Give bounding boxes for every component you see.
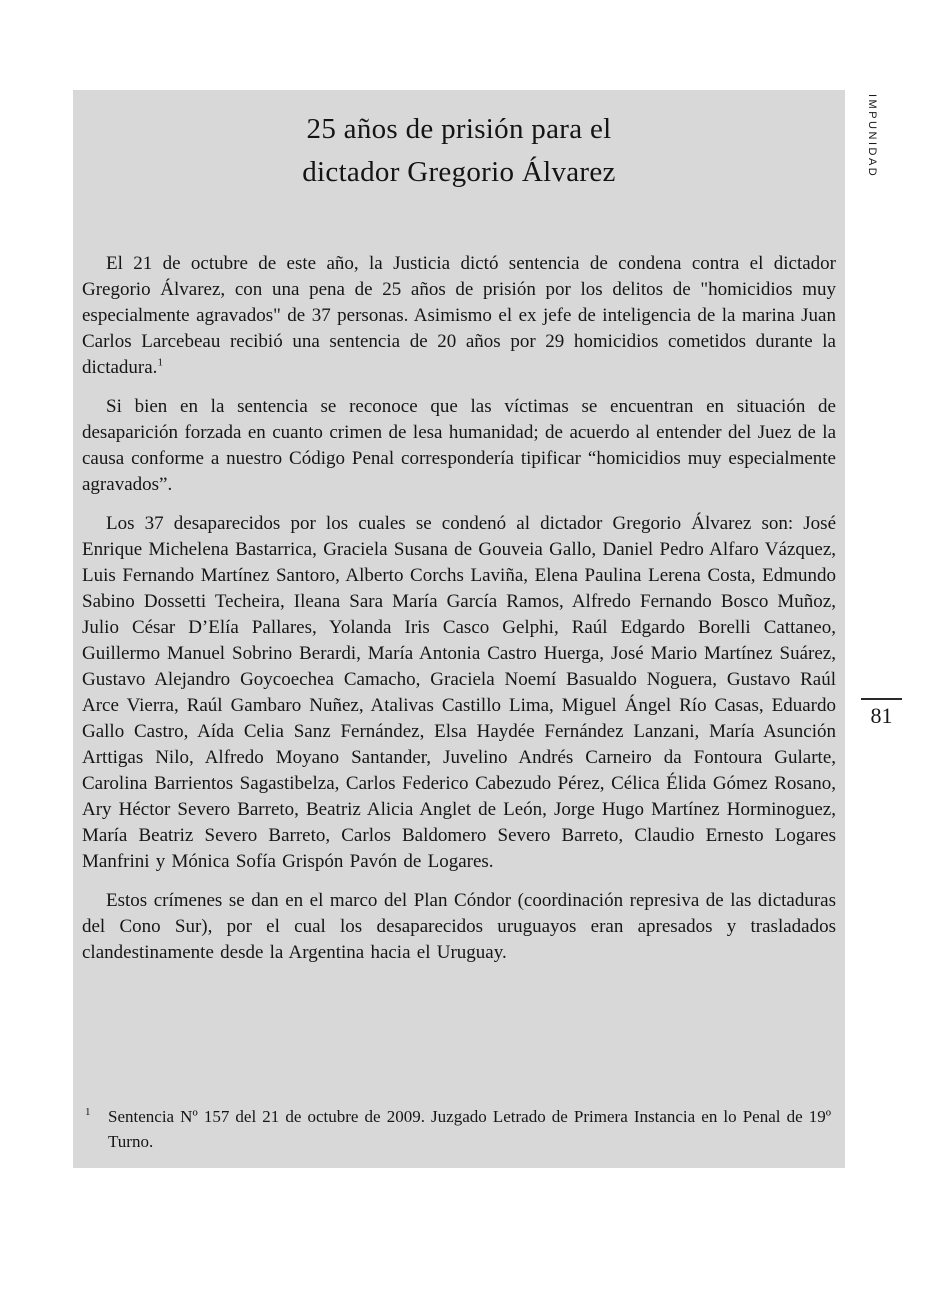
page-number: 81 <box>870 703 893 728</box>
paragraph-plan-condor-text: Estos crímenes se dan en el marco del Plan Cóndor (coordinación represiva de las dictaduras del Cono Sur), por el cual los desaparecidos uruguayos eran apresados y trasladados clandestinamente desde la Argentina hacia el Uruguay. <box>82 890 836 963</box>
article-body <box>82 251 836 966</box>
page-number-block <box>861 698 902 729</box>
paragraph-plan-condor <box>82 888 836 966</box>
footnote <box>85 1104 831 1154</box>
paragraph-qualification-text: Si bien en la sentencia se reconoce que las víctimas se encuentran en situación de desaparición forzada en cuanto crimen de lesa humanidad; de acuerdo al entender del Juez de la causa conforme a nuestro Código Penal correspondería tipificar “homicidios muy especialmente agravados”. <box>82 396 836 495</box>
paragraph-victims-list <box>82 511 836 875</box>
footnote-reference: 1 <box>157 356 163 369</box>
paragraph-victims-list-text: Los 37 desaparecidos por los cuales se condenó al dictador Gregorio Álvarez son: José Enrique Michelena Bastarrica, Graciela Susana de Gouveia Gallo, Daniel Pedro Alfaro Vázquez, Luis Fernando Martínez Santoro, Alberto Corchs Laviña, Elena Paulina Lerena Costa, Edmundo Sabino Dossetti Techeira, Ileana Sara María García Ramos, Alfredo Fernando Bosco Muñoz, Julio César D’Elía Pallares, Yolanda Iris Casco Gelphi, Raúl Edgardo Borelli Cattaneo, Guillermo Manuel Sobrino Berardi, María Antonia Castro Huerga, José Mario Martínez Suárez, Gustavo Alejandro Goycoechea Camacho, Graciela Noemí Basualdo Noguera, Gustavo Raúl Arce Vierra, Raúl Gambaro Nuñez, Atalivas Castillo Lima, Miguel Ángel Río Casas, Eduardo Gallo Castro, Aída Celia Sanz Fernández, Elsa Haydée Fernández Lanzani, María Asunción Arttigas Nilo, Alfredo Moyano Santander, Juvelino Andrés Carneiro da Fontoura Gularte, Carolina Barrientos Sagastibelza, Carlos Federico Cabezudo Pérez, Célica Élida Gómez Rosano, Ary Héctor Severo Barreto, Beatriz Alicia Anglet de León, Jorge Hugo Martínez Horminoguez, María Beatriz Severo Barreto, Carlos Baldomero Severo Barreto, Claudio Ernesto Logares Manfrini y Mónica Sofía Grispón Pavón de Logares. <box>82 513 836 872</box>
article-title-line1: 25 años de prisión para el <box>306 113 612 145</box>
article-title <box>82 108 836 194</box>
footnote-text: Sentencia Nº 157 del 21 de octubre de 2009. Juzgado Letrado de Primera Instancia en lo Penal de 19º Turno. <box>108 1107 831 1151</box>
paragraph-sentence <box>82 251 836 381</box>
paragraph-qualification <box>82 394 836 498</box>
article-panel <box>73 90 845 1168</box>
page-number-rule <box>861 698 902 700</box>
footnote-marker: 1 <box>85 1106 91 1118</box>
article-title-line2: dictador Gregorio Álvarez <box>302 156 616 188</box>
section-label-vertical: IMPUNIDAD <box>866 94 878 179</box>
paragraph-sentence-text: El 21 de octubre de este año, la Justicia dictó sentencia de condena contra el dictador Gregorio Álvarez, con una pena de 25 años de prisión por los delitos de "homicidios muy especialmente agravados" de 37 personas. Asimismo el ex jefe de inteligencia de la marina Juan Carlos Larcebeau recibió una sentencia de 20 años por 29 homicidios cometidos durante la dictadura. <box>82 253 836 378</box>
